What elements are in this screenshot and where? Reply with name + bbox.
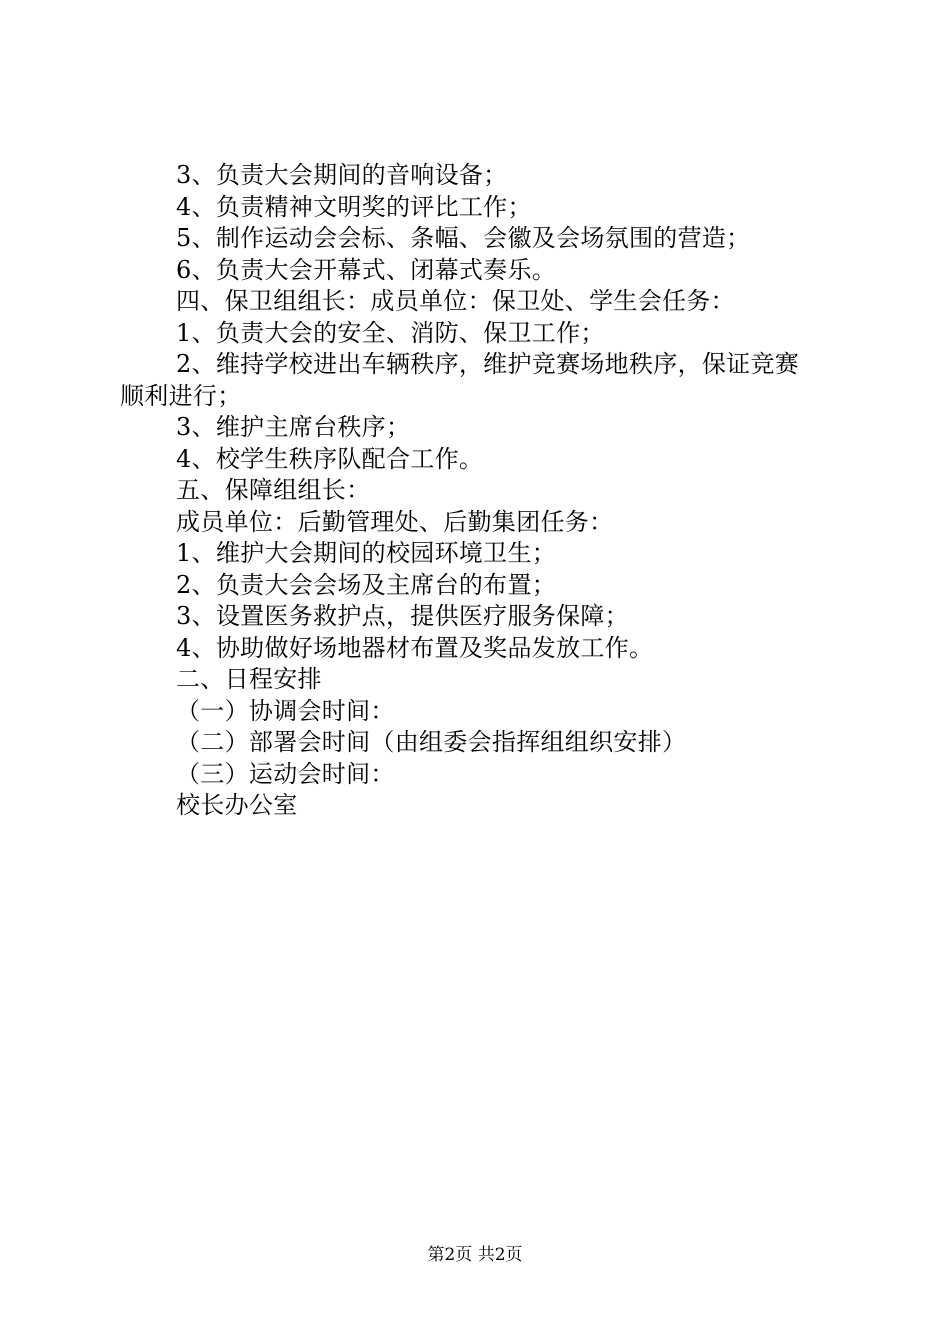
document-line: 3、维护主席台秩序； bbox=[176, 413, 411, 441]
document-body bbox=[120, 160, 840, 822]
document-line: 5、制作运动会会标、条幅、会徽及会场氛围的营造； bbox=[176, 224, 751, 252]
document-line: 4、负责精神文明奖的评比工作； bbox=[176, 192, 532, 221]
document-line: （一）协调会时间： bbox=[176, 696, 395, 725]
document-line: 1、维护大会期间的校园环境卫生； bbox=[176, 539, 557, 567]
page-footer: 第2页 共2页 bbox=[427, 1245, 523, 1265]
document-line: 校长办公室 bbox=[176, 791, 298, 819]
document-line: 顺利进行； bbox=[120, 381, 242, 410]
document-line: 二、日程安排 bbox=[176, 665, 322, 693]
document-line: 6、负责大会开幕式、闭幕式奏乐。 bbox=[176, 255, 557, 284]
document-line: 4、校学生秩序队配合工作。 bbox=[176, 444, 484, 473]
document-line: （二）部署会时间（由组委会指挥组组织安排） bbox=[176, 728, 687, 756]
document-line: 3、负责大会期间的音响设备； bbox=[176, 161, 508, 189]
document-line: 4、协助做好场地器材布置及奖品发放工作。 bbox=[176, 633, 654, 662]
document-line: 2、负责大会会场及主席台的布置； bbox=[176, 570, 557, 599]
document-line: 2、维持学校进出车辆秩序，维护竞赛场地秩序，保证竞赛 bbox=[176, 350, 800, 378]
document-line: （三）运动会时间： bbox=[176, 759, 395, 788]
document-line: 四、保卫组组长：成员单位：保卫处、学生会任务： bbox=[176, 287, 735, 315]
document-line: 1、负责大会的安全、消防、保卫工作； bbox=[176, 318, 605, 347]
document-line: 成员单位：后勤管理处、后勤集团任务： bbox=[176, 507, 614, 536]
document-line: 五、保障组组长： bbox=[176, 476, 371, 504]
document-line: 3、设置医务救护点，提供医疗服务保障； bbox=[176, 602, 629, 630]
